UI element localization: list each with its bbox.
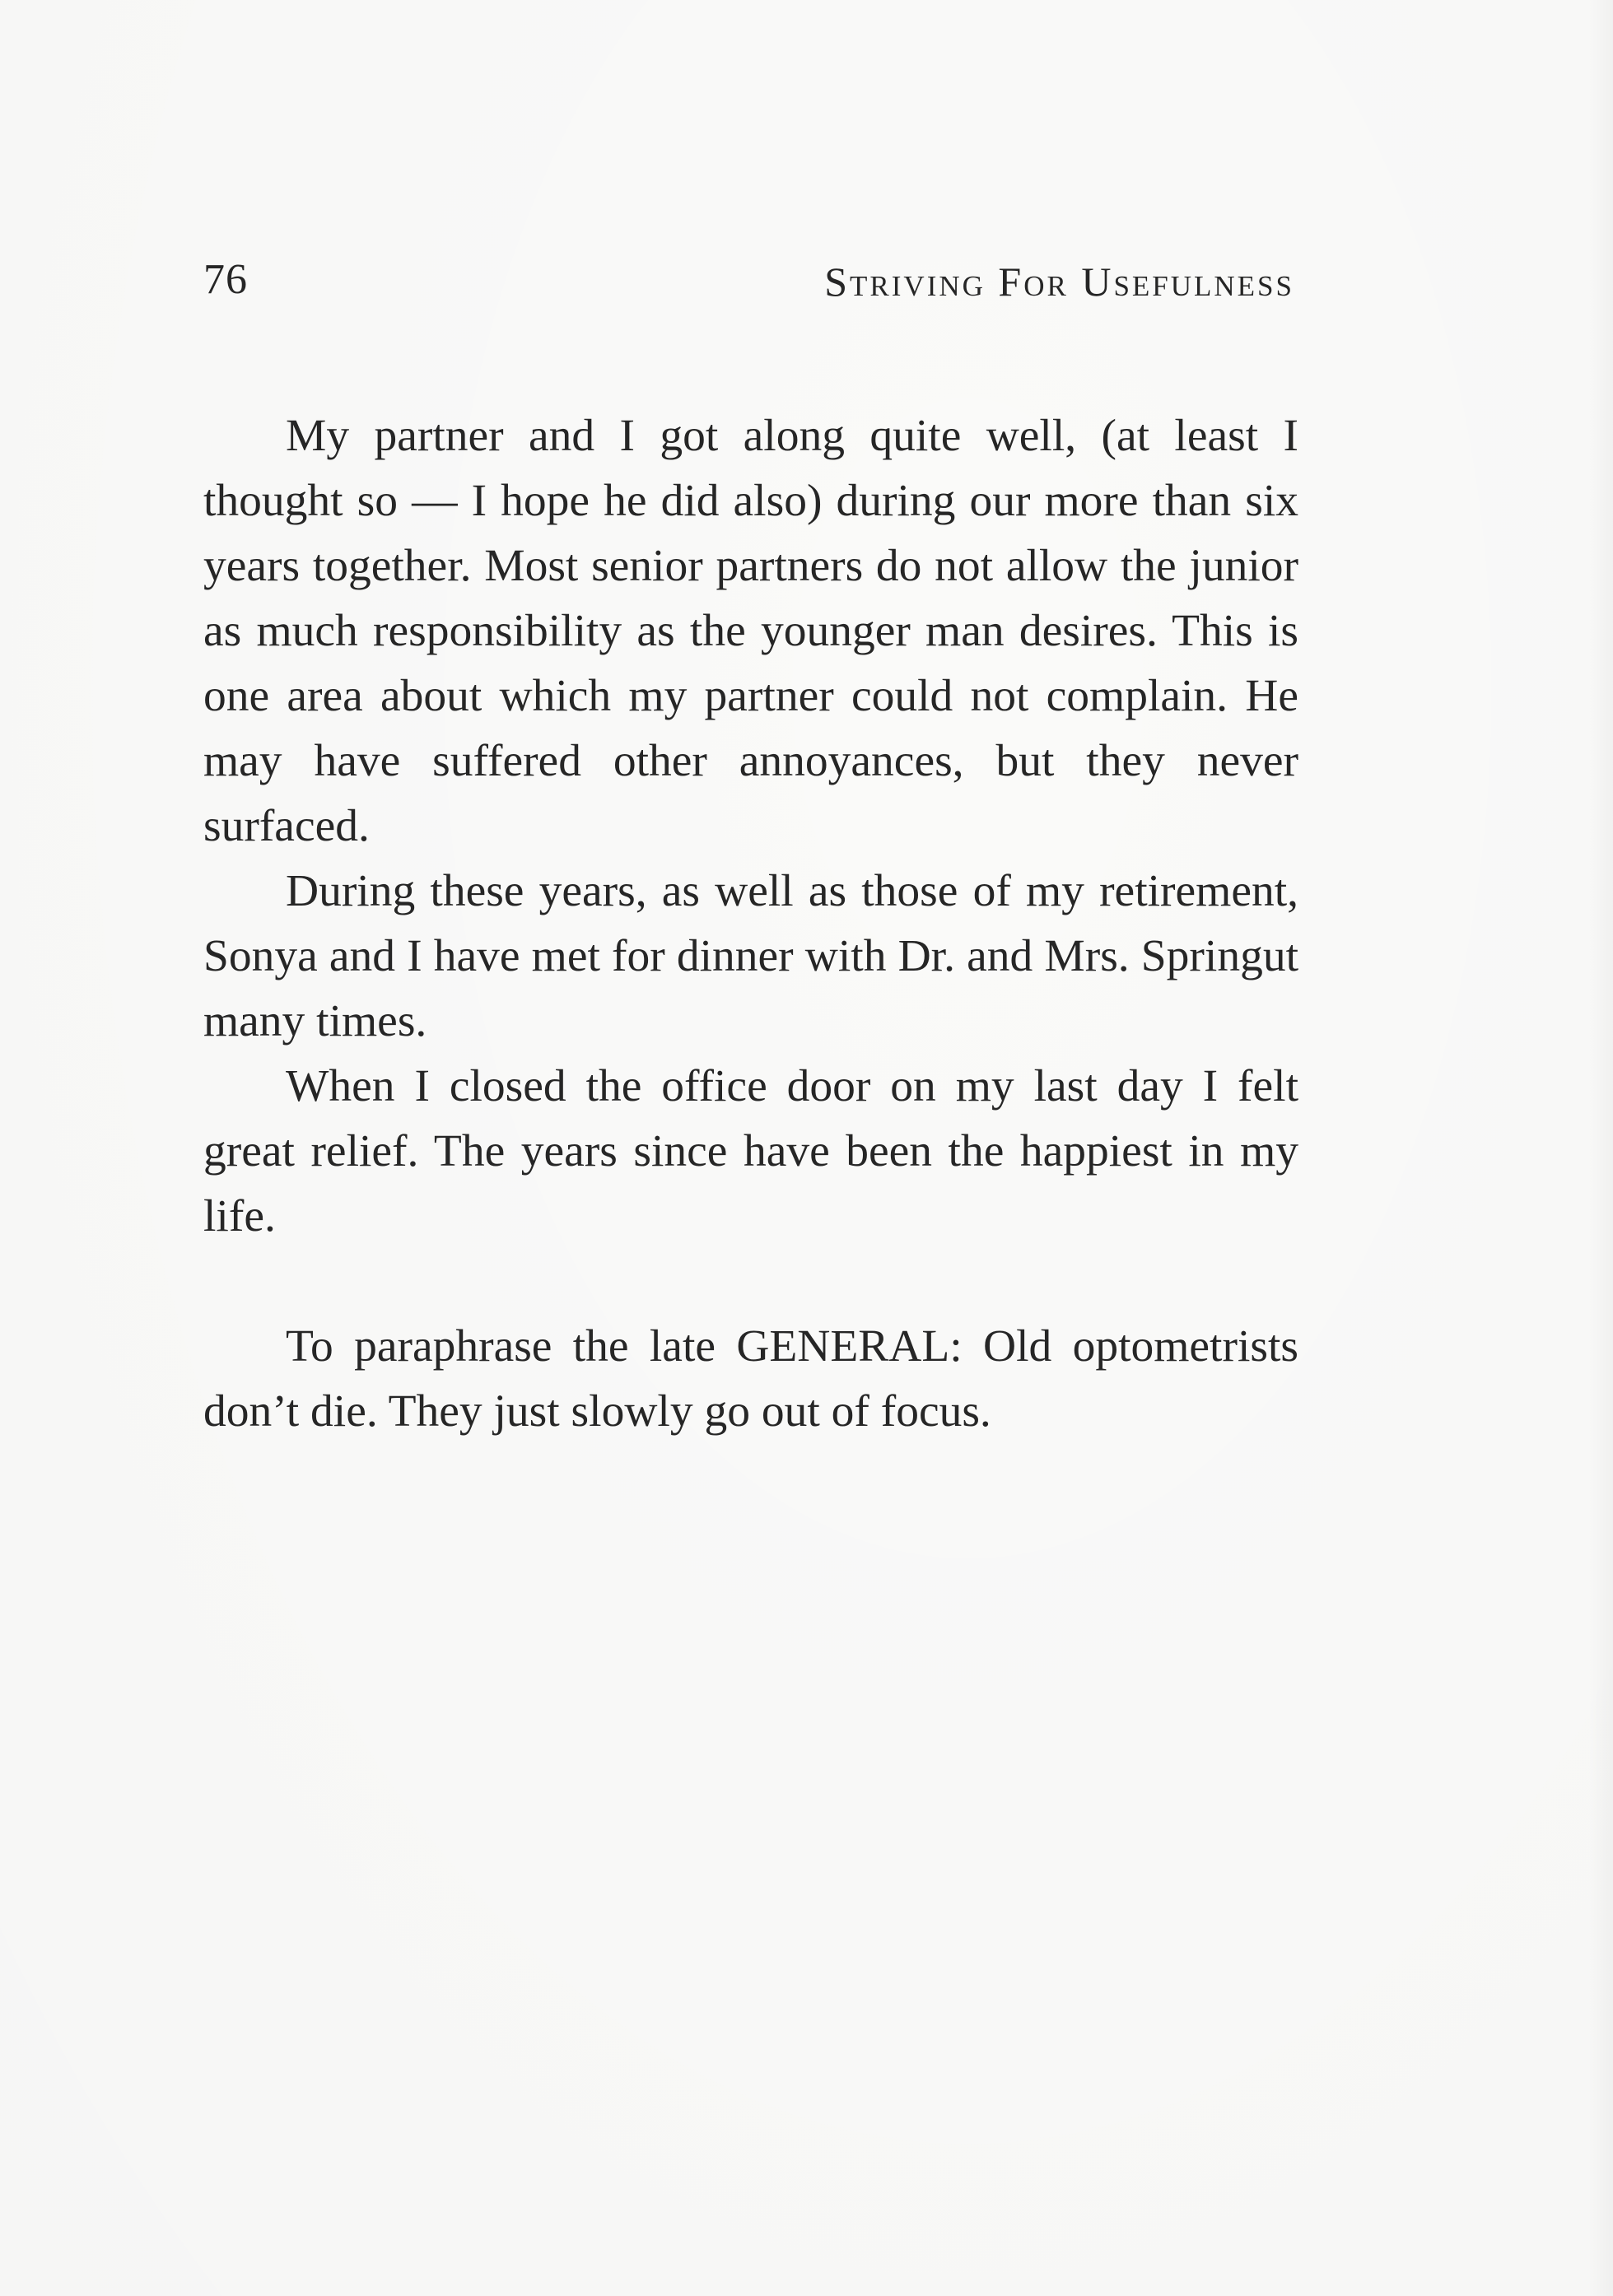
body-text	[203, 403, 1298, 1444]
paragraph-retirement: When I closed the office door on my last day I felt great relief. The years since have been the happiest in my life.	[203, 1061, 1298, 1241]
page-edge-shadow	[1588, 0, 1613, 2296]
paragraph-closing-quip: To paraphrase the late GENERAL: Old optometrists don’t die. They just slowly go out of focus.	[203, 1321, 1298, 1437]
page-number: 76	[203, 256, 248, 303]
paragraph-dinners: During these years, as well as those of my retirement, Sonya and I have met for dinner with Dr. and Mrs. Springut many times.	[203, 866, 1298, 1046]
running-head: Striving For Usefulness	[824, 258, 1294, 305]
paragraph-partnership: My partner and I got along quite well, (at least I thought so — I hope he did also) during our more than six years together. Most senior partners do not allow the junior as much responsibility as the younger man desires. This is one area about which my partner could not complain. He may have suffered other annoyances, but they never surfaced.	[203, 411, 1298, 851]
